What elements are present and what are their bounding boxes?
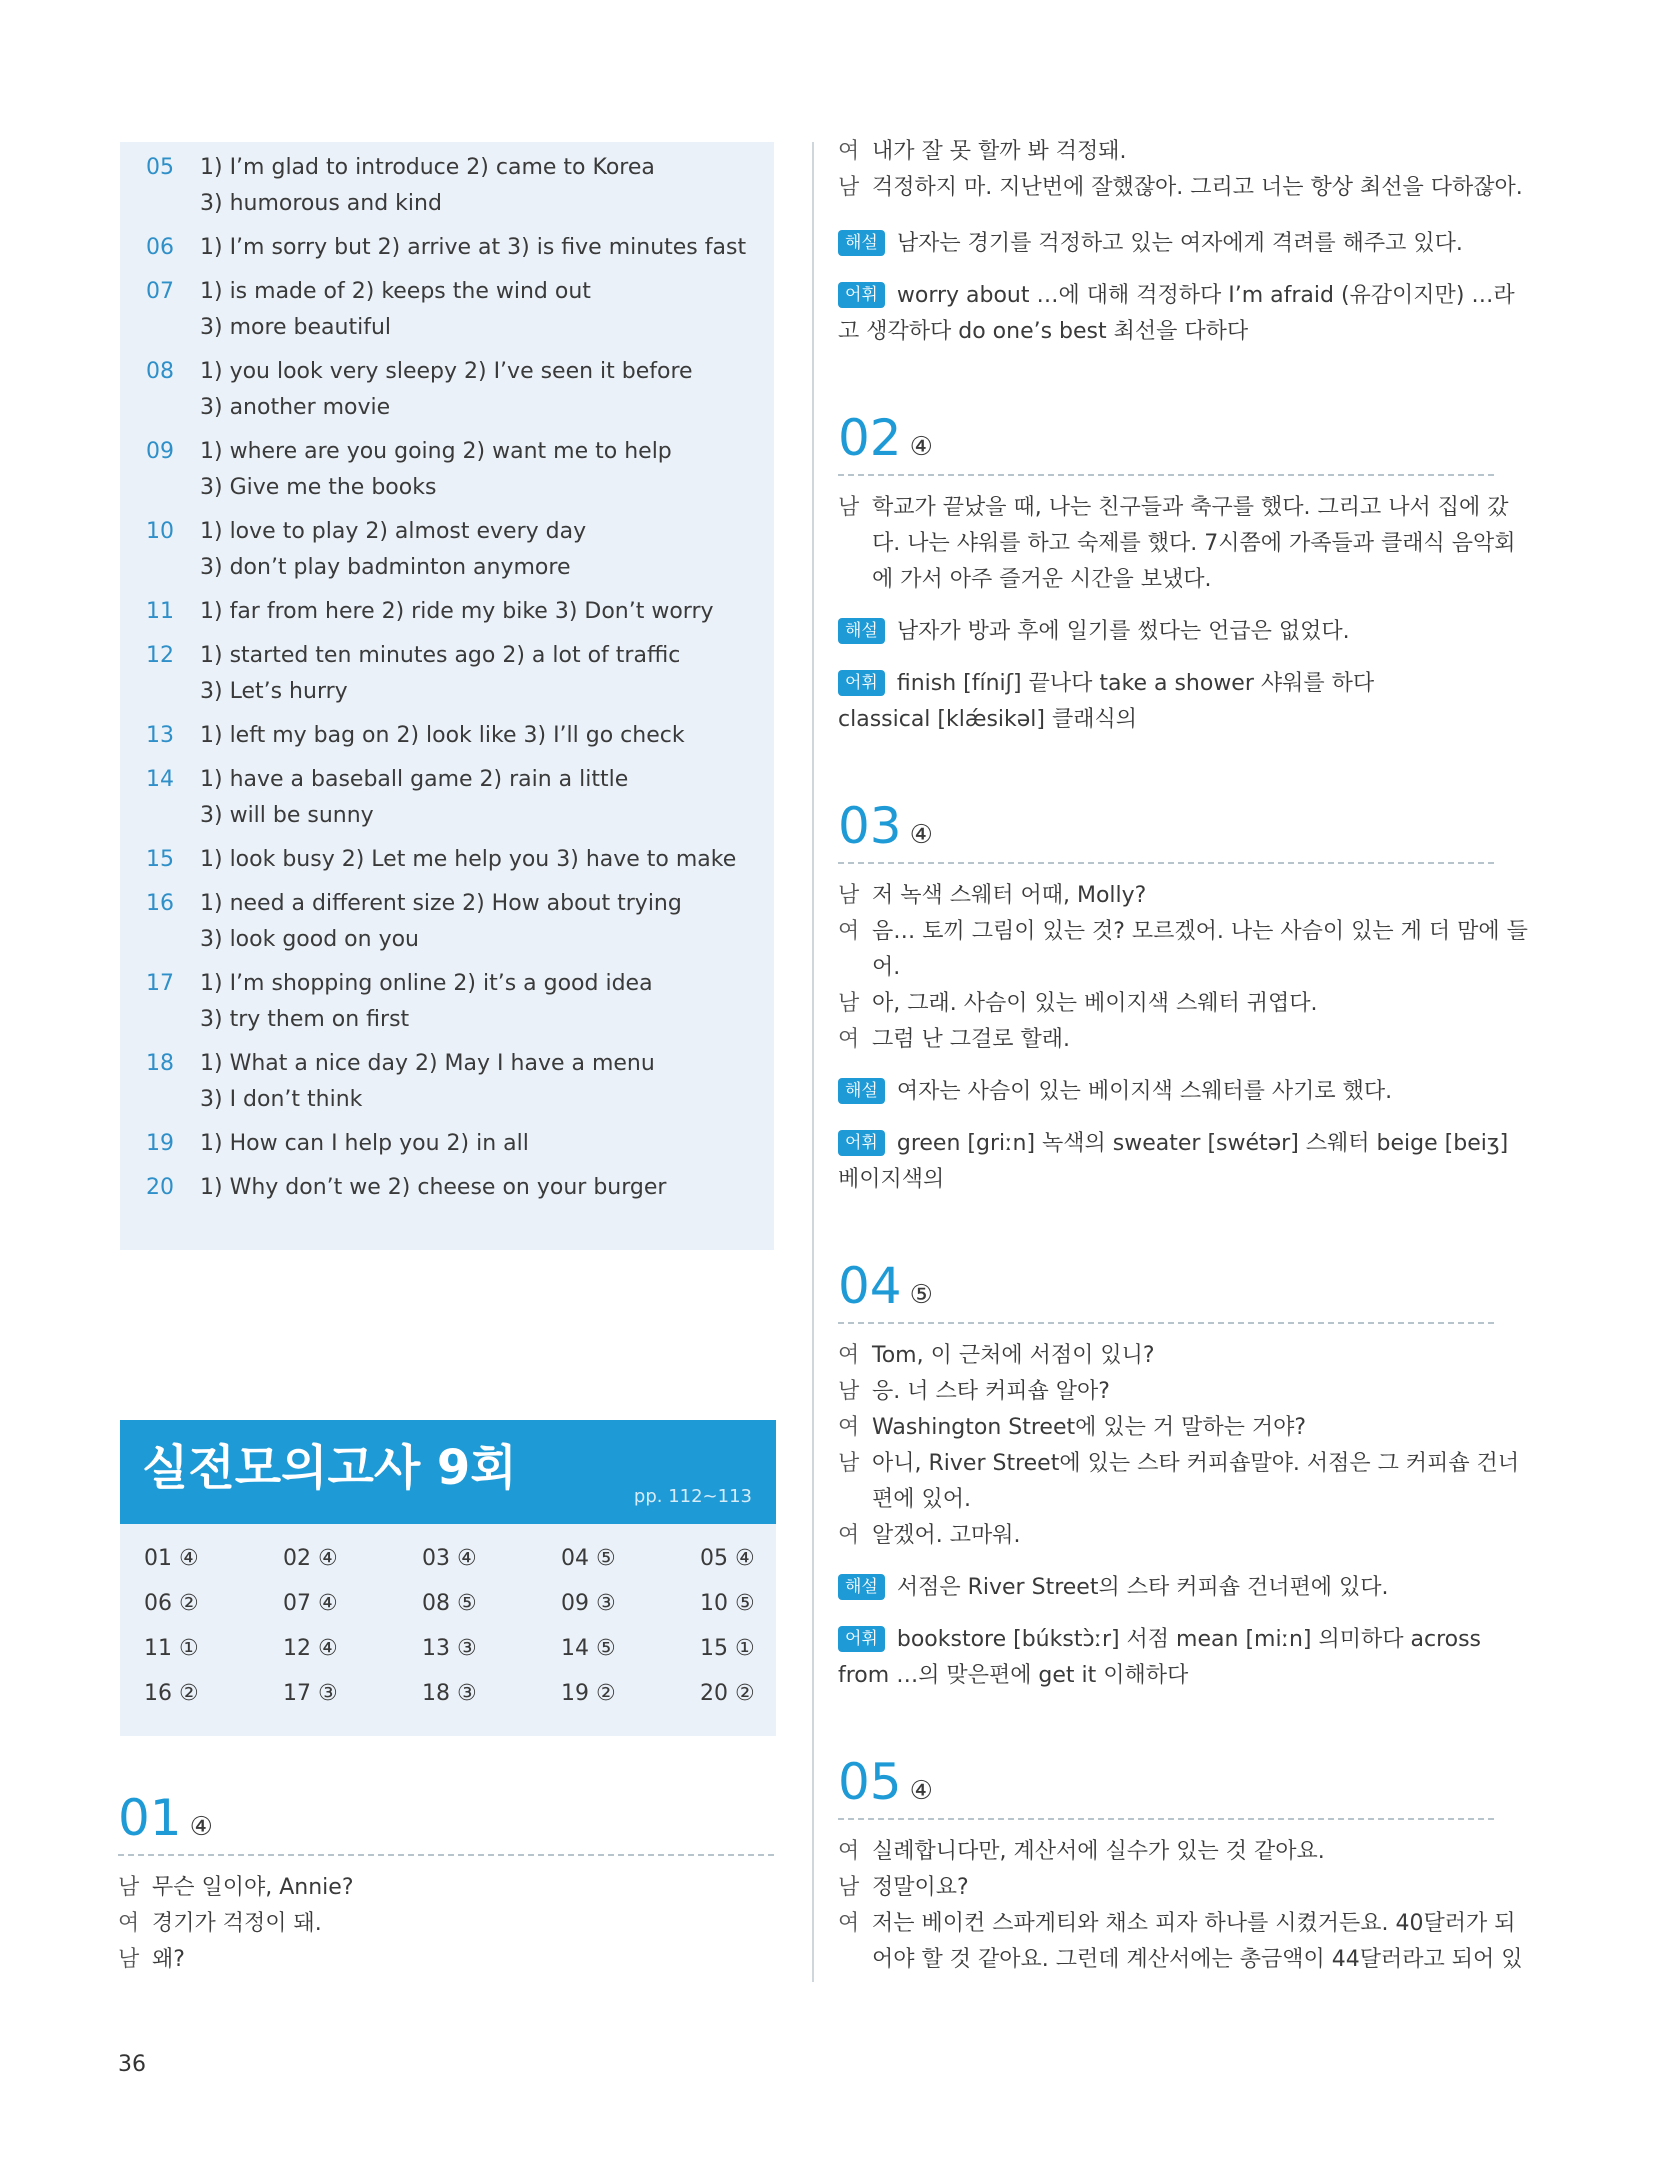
line-text: 무슨 일이야, Annie? [152,1875,354,1900]
question-answer: ④ [909,820,933,850]
answer-text [200,594,760,630]
dialogue-line [838,1446,1519,1482]
grid-cell: 13 ③ [422,1636,477,1661]
line-text: 알겠어. 고마워. [872,1523,1021,1548]
dialogue-line [838,914,1528,950]
answer-number: 17 [146,971,174,996]
answer-line: 1) have a baseball game 2) rain a little [200,767,629,792]
line-text: 음… 토끼 그림이 있는 것? 모르겠어. 나는 사슴이 있는 게 더 맘에 들 [872,919,1528,944]
exam-pages: pp. 112~113 [633,1486,752,1507]
dialogue-line [838,878,1146,914]
dashed-divider [838,474,1494,476]
answer-line: 1) far from here 2) ride my bike 3) Don’t worry [200,599,714,624]
dialogue-line [118,1906,322,1942]
question-heading [838,1258,933,1314]
vocabulary [838,666,1374,702]
answer-text [200,354,760,426]
answer-number: 18 [146,1051,174,1076]
speaker-label: 남 [838,495,860,520]
explanation-text: 남자는 경기를 걱정하고 있는 여자에게 격려를 해주고 있다. [896,231,1463,256]
question-number: 05 [838,1753,902,1811]
answer-line: 1) I’m sorry but 2) arrive at 3) is five minutes fast [200,235,747,260]
explanation [838,1074,1392,1110]
grid-cell: 17 ③ [283,1681,338,1706]
exam-title [142,1438,517,1498]
line-text: 걱정하지 마. 지난번에 잘했잖아. 그리고 너는 항상 최선을 다하잖아. [872,175,1523,200]
line-text: 편에 있어. [872,1487,971,1512]
answer-text [200,762,760,834]
vocabulary-text: finish [fíniʃ] 끝나다 take a shower 샤워를 하다 [896,671,1375,696]
vocabulary-badge: 어휘 [838,670,885,696]
line-text: 저는 베이컨 스파게티와 채소 피자 하나를 시켰거든요. 40달러가 되 [872,1911,1516,1936]
line-text: 정말이요? [872,1875,969,1900]
vocabulary-text: worry about …에 대해 걱정하다 I’m afraid (유감이지만) …라 [896,283,1515,308]
answer-line: 3) Let’s hurry [200,679,348,704]
answer-line: 1) is made of 2) keeps the wind out [200,279,591,304]
vocabulary-continued: 베이지색의 [838,1167,945,1192]
speaker-label: 남 [838,1451,860,1476]
dashed-divider [838,862,1494,864]
grid-cell: 07 ④ [283,1591,338,1616]
answer-line: 1) started ten minutes ago 2) a lot of traffic [200,643,681,668]
speaker-label: 남 [838,175,860,200]
dialogue-line [838,1374,1110,1410]
grid-cell: 04 ⑤ [561,1546,616,1571]
answer-line: 3) look good on you [200,927,420,952]
answer-number: 07 [146,279,174,304]
answer-text [200,150,760,222]
explanation-badge: 해설 [838,1078,885,1104]
dialogue-line [838,1338,1155,1374]
line-text: 그럼 난 그걸로 할래. [872,1027,1070,1052]
answer-line: 1) Why don’t we 2) cheese on your burger [200,1175,667,1200]
vocabulary-badge: 어휘 [838,1130,885,1156]
dialogue-line [838,526,1515,562]
answer-line: 3) try them on first [200,1007,410,1032]
question-answer: ④ [909,1776,933,1806]
dialogue-line [838,1482,971,1518]
speaker-label: 남 [838,1875,860,1900]
answer-key-box [120,142,774,1250]
answer-line: 1) I’m shopping online 2) it’s a good idea [200,971,653,996]
speaker-label: 여 [838,1523,860,1548]
answer-text [200,274,760,346]
vocabulary-badge: 어휘 [838,282,885,308]
explanation [838,226,1463,262]
explanation-badge: 해설 [838,1574,885,1600]
dialogue-line [838,1906,1516,1942]
grid-cell: 20 ② [700,1681,755,1706]
column-divider [812,142,814,1982]
line-text: 저 녹색 스웨터 어때, Molly? [872,883,1147,908]
explanation-text: 여자는 사슴이 있는 베이지색 스웨터를 사기로 했다. [896,1079,1393,1104]
answer-number: 13 [146,723,174,748]
dialogue-line [838,562,1212,598]
speaker-label: 여 [838,1415,860,1440]
exam-banner [120,1420,776,1524]
speaker-label: 남 [118,1947,140,1972]
question-heading [838,410,933,466]
answer-text [200,842,760,878]
explanation-badge: 해설 [838,230,885,256]
speaker-label: 남 [118,1875,140,1900]
answer-line: 1) you look very sleepy 2) I’ve seen it before [200,359,693,384]
vocabulary-continued: from …의 맞은편에 get it 이해하다 [838,1663,1189,1688]
line-text: 어야 할 것 같아요. 그런데 계산서에는 총금액이 44달러라고 되어 있 [872,1947,1523,1972]
dialogue-line [838,1410,1306,1446]
question-answer: ④ [909,432,933,462]
answer-number: 05 [146,155,174,180]
dialogue-line [118,1942,185,1978]
question-heading [838,798,933,854]
speaker-label: 여 [838,1839,860,1864]
line-text: 응. 너 스타 커피숍 알아? [872,1379,1110,1404]
dialogue-line [838,490,1508,526]
grid-cell: 10 ⑤ [700,1591,755,1616]
answer-text [200,514,760,586]
line-text: 어. [872,955,901,980]
grid-cell: 08 ⑤ [422,1591,477,1616]
answer-text [200,1126,760,1162]
answer-text [200,434,760,506]
question-answer: ⑤ [909,1280,933,1310]
speaker-label: 여 [838,139,860,164]
dialogue-line [838,1834,1325,1870]
dashed-divider [838,1818,1494,1820]
grid-cell: 03 ④ [422,1546,477,1571]
dialogue-line [838,1942,1522,1978]
vocabulary [838,1622,1481,1658]
answer-line: 1) left my bag on 2) look like 3) I’ll go check [200,723,685,748]
answer-number: 10 [146,519,174,544]
answer-text [200,230,760,266]
answer-line: 3) will be sunny [200,803,374,828]
explanation-text: 남자가 방과 후에 일기를 썼다는 언급은 없었다. [896,619,1350,644]
answer-line: 3) another movie [200,395,391,420]
dashed-divider [838,1322,1494,1324]
answer-number: 06 [146,235,174,260]
line-text: Washington Street에 있는 거 말하는 거야? [872,1415,1307,1440]
grid-cell: 12 ④ [283,1636,338,1661]
answer-line: 1) How can I help you 2) in all [200,1131,529,1156]
line-text: 학교가 끝났을 때, 나는 친구들과 축구를 했다. 그리고 나서 집에 갔 [872,495,1509,520]
vocabulary-text: bookstore [búkstɔ̀ːr] 서점 mean [miːn] 의미하다 across [896,1627,1482,1652]
answer-text [200,966,760,1038]
speaker-label: 여 [118,1911,140,1936]
line-text: 실례합니다만, 계산서에 실수가 있는 것 같아요. [872,1839,1325,1864]
dialogue-line [838,1870,969,1906]
answer-text [200,718,760,754]
answer-line: 3) more beautiful [200,315,392,340]
answer-line: 3) don’t play badminton anymore [200,555,571,580]
grid-cell: 05 ④ [700,1546,755,1571]
line-text: 경기가 걱정이 돼. [152,1911,322,1936]
grid-cell: 06 ② [144,1591,199,1616]
line-text: 아니, River Street에 있는 스타 커피숍말야. 서점은 그 커피숍 건너 [872,1451,1520,1476]
vocabulary [838,1126,1508,1162]
line-text: 내가 잘 못 할까 봐 걱정돼. [872,139,1127,164]
question-number: 04 [838,1257,902,1315]
line-text: 다. 나는 샤워를 하고 숙제를 했다. 7시쯤에 가족들과 클래식 음악회 [872,531,1516,556]
answer-text [200,886,760,958]
grid-cell: 19 ② [561,1681,616,1706]
question-number: 01 [118,1789,182,1847]
answer-number: 15 [146,847,174,872]
speaker-label: 여 [838,1911,860,1936]
explanation [838,1570,1388,1606]
answer-text [200,638,760,710]
vocabulary-continued: classical [klǽsikəl] 클래식의 [838,707,1137,732]
dialogue-line [118,1870,354,1906]
grid-cell: 09 ③ [561,1591,616,1616]
grid-cell: 15 ① [700,1636,755,1661]
question-number: 03 [838,797,902,855]
line-text: 아, 그래. 사슴이 있는 베이지색 스웨터 귀엽다. [872,991,1318,1016]
dashed-divider [118,1854,774,1856]
answer-text [200,1170,760,1206]
answer-line: 3) I don’t think [200,1087,363,1112]
grid-cell: 18 ③ [422,1681,477,1706]
line-text: Tom, 이 근처에 서점이 있니? [872,1343,1155,1368]
exam-title-number: 9회 [436,1440,517,1496]
answer-number: 09 [146,439,174,464]
answer-number: 16 [146,891,174,916]
exam-answer-grid [120,1524,776,1736]
answer-line: 1) I’m glad to introduce 2) came to Korea [200,155,655,180]
dialogue-line [838,950,900,986]
dialogue-line [838,134,1126,170]
page-number: 36 [118,2052,146,2077]
vocabulary [838,278,1515,314]
answer-number: 08 [146,359,174,384]
answer-line: 1) where are you going 2) want me to help [200,439,672,464]
answer-number: 20 [146,1175,174,1200]
line-text: 왜? [152,1947,185,1972]
answer-line: 1) What a nice day 2) May I have a menu [200,1051,655,1076]
answer-number: 14 [146,767,174,792]
answer-line: 1) need a different size 2) How about trying [200,891,682,916]
grid-cell: 02 ④ [283,1546,338,1571]
question-heading [838,1754,933,1810]
exam-title-prefix: 실전모의고사 [142,1440,437,1496]
dialogue-line [838,170,1523,206]
dialogue-line [838,1518,1021,1554]
speaker-label: 여 [838,1343,860,1368]
dialogue-line [838,986,1317,1022]
grid-cell: 11 ① [144,1636,199,1661]
answer-number: 11 [146,599,174,624]
explanation [838,614,1350,650]
answer-text [200,1046,760,1118]
speaker-label: 여 [838,1027,860,1052]
vocabulary-text: green [griːn] 녹색의 sweater [swétər] 스웨터 beige [beiʒ] [896,1131,1509,1156]
vocabulary-badge: 어휘 [838,1626,885,1652]
answer-line: 3) Give me the books [200,475,437,500]
speaker-label: 남 [838,1379,860,1404]
grid-cell: 16 ② [144,1681,199,1706]
answer-line: 1) love to play 2) almost every day [200,519,587,544]
dialogue-line [838,1022,1070,1058]
question-number: 02 [838,409,902,467]
grid-cell: 01 ④ [144,1546,199,1571]
explanation-badge: 해설 [838,618,885,644]
grid-cell: 14 ⑤ [561,1636,616,1661]
answer-line: 1) look busy 2) Let me help you 3) have to make [200,847,737,872]
speaker-label: 남 [838,991,860,1016]
question-answer: ④ [189,1812,213,1842]
speaker-label: 여 [838,919,860,944]
answer-number: 12 [146,643,174,668]
explanation-text: 서점은 River Street의 스타 커피숍 건너편에 있다. [896,1575,1389,1600]
answer-line: 3) humorous and kind [200,191,442,216]
speaker-label: 남 [838,883,860,908]
question-heading [118,1790,213,1846]
line-text: 에 가서 아주 즐거운 시간을 보냈다. [872,567,1212,592]
vocabulary-continued: 고 생각하다 do one’s best 최선을 다하다 [838,319,1249,344]
answer-number: 19 [146,1131,174,1156]
